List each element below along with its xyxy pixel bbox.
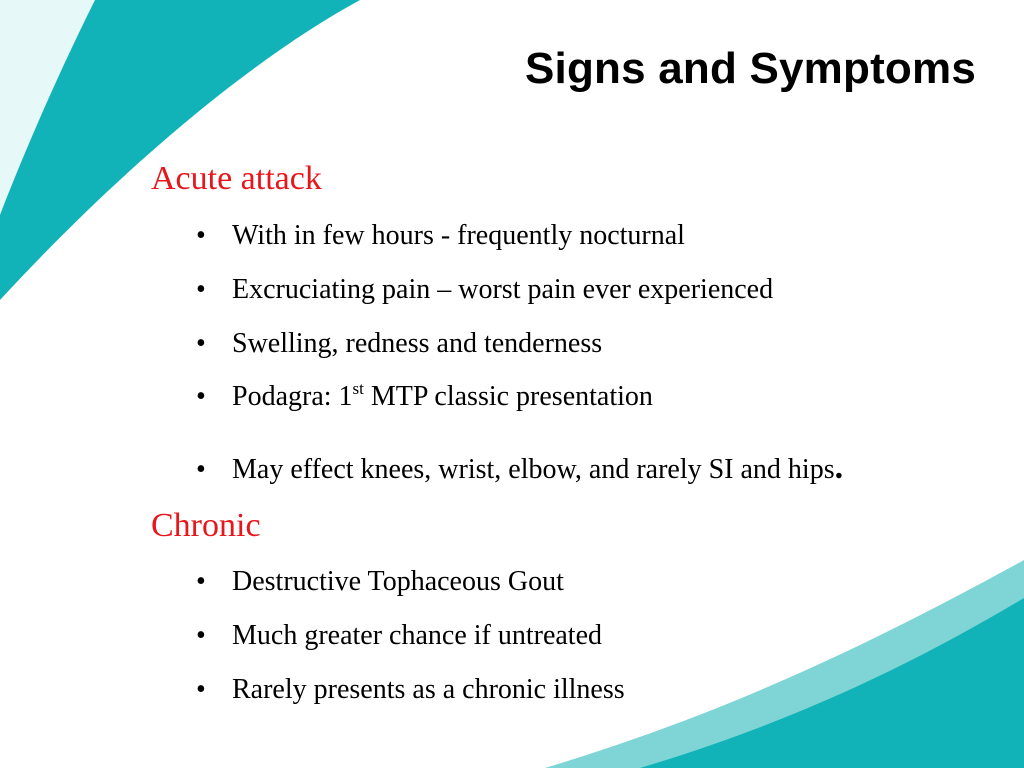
bullet-text: Rarely presents as a chronic illness — [232, 674, 625, 705]
section-heading-acute-attack: Acute attack — [151, 160, 322, 197]
bullet-text: Destructive Tophaceous Gout — [232, 566, 564, 597]
bullet-text: Swelling, redness and tenderness — [232, 328, 603, 359]
superscript: st — [352, 379, 364, 398]
bullet-text-post: MTP classic presentation — [363, 381, 653, 412]
bullet-marker: • — [196, 328, 206, 359]
bullet-text: Much greater chance if untreated — [232, 620, 603, 651]
list-item — [196, 220, 685, 252]
list-item — [196, 274, 773, 306]
bullet-text: Excruciating pain – worst pain ever experienced — [232, 274, 774, 305]
bullet-marker: • — [196, 381, 206, 412]
bullet-marker: • — [196, 674, 206, 705]
bullet-marker: • — [196, 566, 206, 597]
bullet-end-punctuation: . — [834, 449, 844, 486]
bullet-text: May effect knees, wrist, elbow, and rarely SI and hips — [232, 454, 835, 485]
list-item — [196, 620, 602, 652]
bullet-marker: • — [196, 620, 206, 651]
slide-title: Signs and Symptoms — [524, 44, 976, 93]
bullet-marker: • — [196, 454, 206, 485]
list-item — [196, 381, 653, 413]
bullet-text-pre: Podagra: 1 — [232, 381, 353, 412]
list-item — [196, 674, 625, 706]
list-item — [196, 566, 564, 598]
bullet-marker: • — [196, 220, 206, 251]
list-item — [196, 328, 602, 360]
list-item — [196, 449, 843, 487]
bullet-text: With in few hours - frequently nocturnal — [232, 220, 685, 251]
section-heading-chronic: Chronic — [151, 507, 261, 544]
bullet-marker: • — [196, 274, 206, 305]
